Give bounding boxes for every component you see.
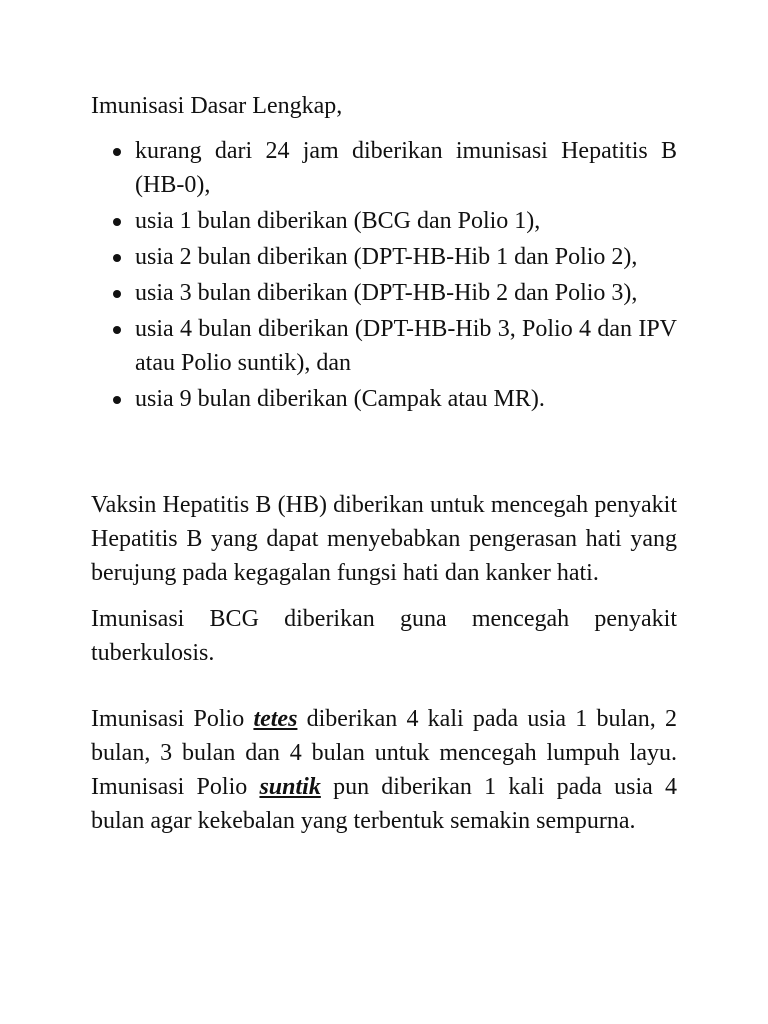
polio-text-part: Imunisasi Polio: [91, 706, 254, 732]
list-item-text: usia 9 bulan diberikan (Campak atau MR).: [135, 386, 545, 412]
bullet-icon: [113, 290, 121, 298]
bullet-icon: [113, 218, 121, 226]
list-item: [91, 240, 677, 274]
polio-text-part: diberikan 4 kali pada usia 1 bulan, 2 bulan, 3 bulan dan 4 bulan untuk mencegah lumpuh layu. Imunisasi Polio: [91, 706, 678, 800]
polio-paragraph: [91, 702, 677, 838]
list-item-text: usia 4 bulan diberikan (DPT-HB-Hib 3, Polio 4 dan IPV atau Polio suntik), dan: [135, 316, 677, 376]
document-page: [91, 88, 677, 838]
list-item: [91, 134, 677, 202]
list-item: [91, 204, 677, 238]
immunization-schedule-list: [91, 134, 677, 416]
hepatitis-b-paragraph: Vaksin Hepatitis B (HB) diberikan untuk mencegah penyakit Hepatitis B yang dapat menyebabkan pengerasan hati yang berujung pada kegagalan fungsi hati dan kanker hati.: [91, 492, 677, 586]
bullet-icon: [113, 254, 121, 262]
bullet-icon: [113, 148, 121, 156]
bcg-paragraph: Imunisasi BCG diberikan guna mencegah penyakit tuberkulosis.: [91, 606, 677, 666]
polio-text-part: pun diberikan 1 kali pada usia 4 bulan agar kekebalan yang terbentuk semakin sempurna.: [91, 774, 677, 834]
emphasis-tetes: tetes: [253, 706, 298, 732]
list-item: [91, 276, 677, 310]
list-item-text: usia 1 bulan diberikan (BCG dan Polio 1),: [135, 208, 541, 234]
bullet-icon: [113, 396, 121, 404]
bullet-icon: [113, 326, 121, 334]
section-heading: Imunisasi Dasar Lengkap,: [91, 93, 343, 119]
list-item-text: usia 2 bulan diberikan (DPT-HB-Hib 1 dan Polio 2),: [135, 244, 638, 270]
list-item: [91, 312, 677, 380]
list-item: [91, 382, 677, 416]
list-item-text: kurang dari 24 jam diberikan imunisasi Hepatitis B (HB-0),: [135, 138, 677, 198]
list-item-text: usia 3 bulan diberikan (DPT-HB-Hib 2 dan Polio 3),: [135, 280, 638, 306]
emphasis-suntik: suntik: [259, 774, 321, 800]
